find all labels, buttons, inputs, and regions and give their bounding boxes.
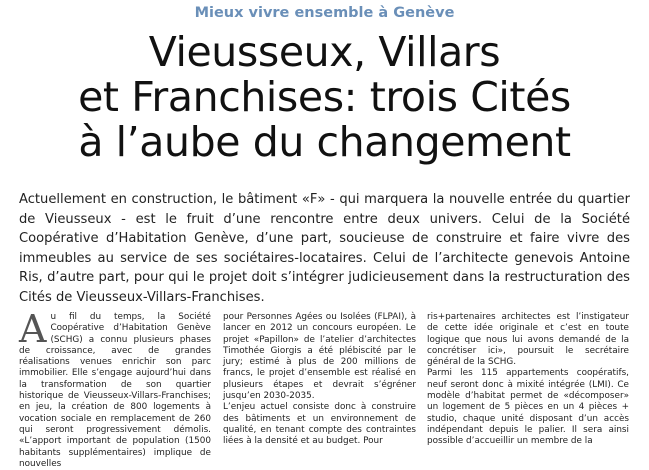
headline-line-1: Vieusseux, Villars [148, 28, 501, 76]
article-column-1 [19, 307, 211, 469]
column-1-text: u fil du temps, la Société Coopérative d’Habitation Genève (SCHG) a connu plusieurs phases de croissance, avec de grandes réalisations venues enrichir son parc immobilier. Elle s’engage aujourd’hui dans la transformation de son quartier historique de Vieusseux-Villars-Franchises; en jeu, la création de 800 logements à vocation sociale en remplacement de 260 qui seront progressivement démolis. «L’apport important de population (1500 habitants supplémentaires) implique de nouvelles [19, 312, 211, 469]
article-kicker: Mieux vivre ensemble à Genève [194, 5, 455, 21]
column-3-paragraph-2: Parmi les 115 appartements coopératifs, neuf seront donc à mixité intégrée (LMI). Ce modèle d’habitat permet de «décomposer» un logement de 5 pièces en un 4 pièces + studio, chaque unité disposant d’un accès indépendant depuis le palier. Il sera ainsi possible d’accueillir un membre de la [427, 368, 629, 447]
column-2-paragraph-2: L’enjeu actuel consiste donc à construire des bâtiments et un environnement de qualité, en tenant compte des contraintes liées à la densité et au budget. Pour [223, 402, 416, 447]
article-headline [0, 30, 649, 165]
column-3-paragraph-1: ris+partenaires architectes est l’instigateur de cette idée originale et c’est en toute logique que nous lui avons demandé de la concrétiser ici», poursuit le secrétaire général de la SCHG. [427, 312, 629, 368]
article-column-2 [223, 312, 416, 458]
headline-line-2: et Franchises: trois Cités [78, 73, 571, 121]
article-lead: Actuellement en construction, le bâtiment «F» - qui marquera la nouvelle entrée du quartier de Vieusseux - est le fruit d’une rencontre entre deux univers. Celui de la Société Coopérative d’Habitation Genève, d’une part, soucieuse de construire et faire vivre des immeubles au service de ses sociétaires-locataires. Celui de l’architecte genevois Antoine Ris, d’autre part, pour qui le projet doit s’intégrer judicieusement dans la restructuration des Cités de Vieusseux-Villars-Franchises. [19, 192, 630, 305]
drop-cap: A [19, 307, 47, 351]
headline-line-3: à l’aube du changement [78, 118, 571, 166]
column-2-paragraph-1: pour Personnes Agées ou Isolées (FLPAI), à lancer en 2012 un concours européen. Le projet «Papillon» de l’atelier d’architectes Timothée Giorgis a été plébiscité par le jury; estimé à plus de 200 millions de francs, le projet d’ensemble est réalisé en plusieurs étapes et devrait s’égréner jusqu’en 2030-2035. [223, 312, 416, 402]
article-column-3 [427, 312, 629, 458]
